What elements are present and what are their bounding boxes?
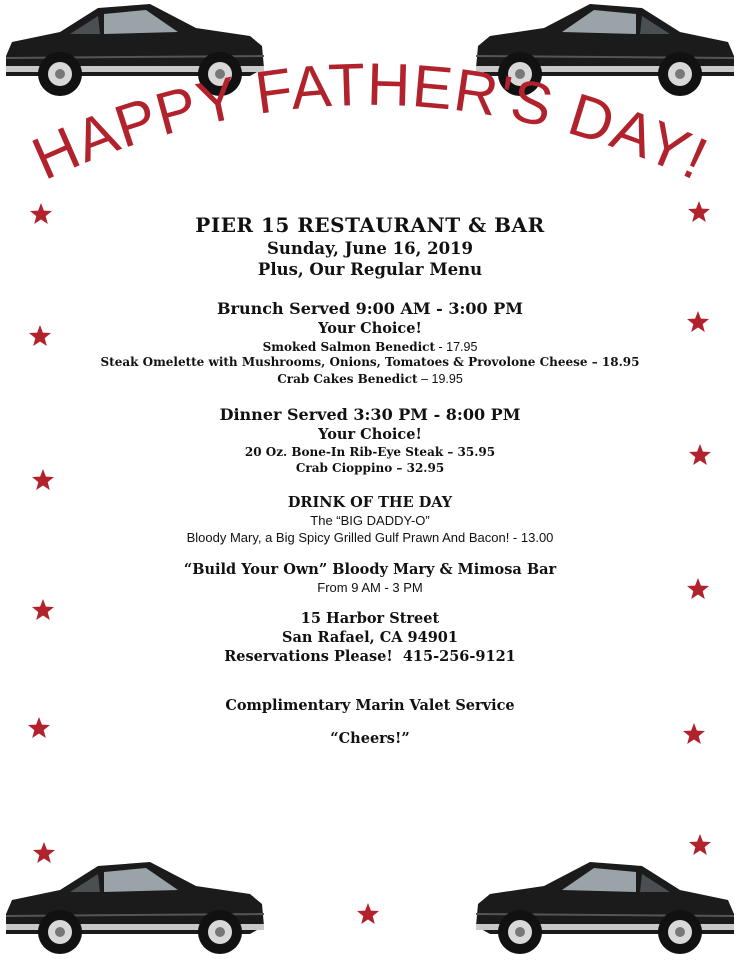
banner-text: HAPPY FATHER'S DAY!: [22, 55, 718, 193]
star-icon: [686, 577, 710, 601]
star-icon: [356, 902, 380, 926]
menu-item: Crab Cioppino – 32.95: [295, 460, 445, 475]
address-city: San Rafael, CA 94901: [282, 629, 458, 647]
star-icon: [29, 202, 53, 226]
star-icon: [688, 833, 712, 857]
drink-title: DRINK OF THE DAY: [287, 494, 453, 512]
valet-note: Complimentary Marin Valet Service: [225, 697, 515, 715]
star-icon: [28, 324, 52, 348]
star-icon: [682, 722, 706, 746]
star-icon: [31, 468, 55, 492]
address-street: 15 Harbor Street: [300, 610, 440, 628]
star-icon: [688, 443, 712, 467]
menu-item: 20 Oz. Bone-In Rib-Eye Steak – 35.95: [244, 444, 496, 459]
bar-hours: From 9 AM - 3 PM: [317, 579, 423, 595]
star-icon: [687, 200, 711, 224]
flyer-content: [70, 212, 670, 749]
bar-title: “Build Your Own” Bloody Mary & Mimosa Bar: [183, 560, 557, 578]
drink-description: Bloody Mary, a Big Spicy Grilled Gulf Prawn And Bacon! - 13.00: [186, 529, 554, 545]
brunch-choice: Your Choice!: [318, 319, 422, 337]
menu-item: Smoked Salmon Benedict - 17.95: [262, 339, 478, 354]
star-icon: [31, 598, 55, 622]
reservations: Reservations Please! 415-256-9121: [224, 648, 516, 666]
star-icon: [27, 716, 51, 740]
event-date: Sunday, June 16, 2019: [266, 239, 474, 258]
closing-cheers: “Cheers!”: [330, 729, 410, 747]
brunch-title: Brunch Served 9:00 AM - 3:00 PM: [217, 298, 523, 318]
restaurant-name: PIER 15 RESTAURANT & BAR: [195, 213, 545, 237]
menu-item: Steak Omelette with Mushrooms, Onions, Tomatoes & Provolone Cheese – 18.95: [100, 355, 640, 370]
drink-name: The “BIG DADDY-O”: [310, 512, 430, 528]
dinner-title: Dinner Served 3:30 PM - 8:00 PM: [219, 405, 521, 425]
classic-car-image: [472, 858, 740, 958]
classic-car-image: [0, 858, 268, 958]
regular-menu-note: Plus, Our Regular Menu: [257, 260, 483, 280]
dinner-choice: Your Choice!: [318, 426, 422, 444]
fathers-day-banner: [20, 55, 720, 205]
menu-item: Crab Cakes Benedict – 19.95: [277, 371, 463, 386]
star-icon: [32, 841, 56, 865]
star-icon: [686, 310, 710, 334]
